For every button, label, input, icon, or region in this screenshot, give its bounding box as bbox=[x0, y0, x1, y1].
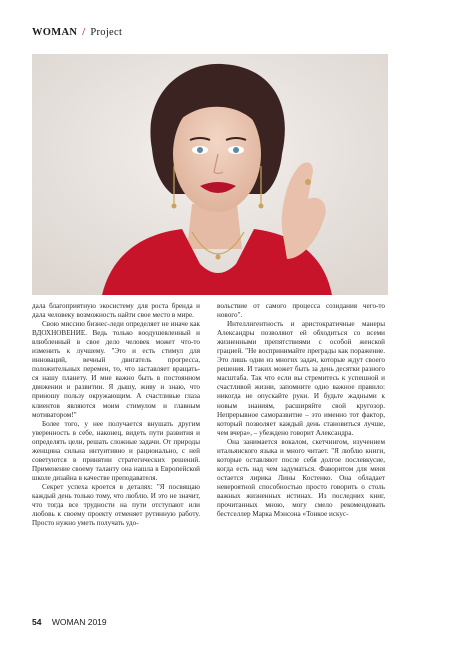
paragraph: вольствие от самого процесса созидания чего-то нового". bbox=[217, 302, 385, 320]
page-footer bbox=[32, 617, 107, 627]
magazine-issue: WOMAN 2019 bbox=[51, 617, 107, 627]
paragraph: Она занимается вокалом, скетчингом, изучением итальянского языка и много читает. "Я люблю книги, которые оставляют после себя долгое послевкусие, когда есть над чем задуматься. Фаворитом для меня остается лирика Лины Костенко. Она обладает невероятной способностью просто говорить о столь важных жизненных истинах. Из последних книг, прочитанных мною, могу смело рекомендовать бестселлер Марка Мэнсона «Тонкое искус- bbox=[217, 437, 385, 519]
paragraph: Свою миссию бизнес-леди определяет не иначе как ВДОХНОВЕНИЕ. Ведь только воодушевленный и влюбленный в свое дело человек может что-то изменить к лучшему. "Это и есть стимул для инноваций, вечный двигатель прогресса, положительных перемен, то, что заставляет вращать-ся нашу планету. И мне важно быть в постоянном движении и развитии. Я дышу, живу и знаю, что приношу пользу окружающим. А счастливые глаза клиентов являются моим стимулом и главным мотиватором!" bbox=[32, 320, 200, 419]
paragraph: Секрет успеха кроется в деталях: "Я посвящаю каждый день только тому, что люблю. И это не значит, что тогда все трудности на пути отступают или любовь к своему проекту отменяет рутинную работу. Просто нужно уметь получать удо- bbox=[32, 482, 200, 528]
portrait-photo bbox=[32, 54, 388, 295]
woman-portrait-icon bbox=[32, 54, 388, 295]
paragraph: Интеллигентность и аристократичные манеры Александры позволяют ей обходиться со всеми жизненными препятствиями с особой женской грацией. "Не воспринимайте преграды как поражение. Это лишь одни из многих задач, которые ждут своего решения. И таких может быть за день десятки разного масштаба. Так что если вы стремитесь к успешной и счастливой жизни, запомните одно важное правило: никогда не опускайте руки. И будьте жадными к новым знаниям, расширяйте свой кругозор. Непрерывное саморазвитие – это именно тот фактор, который позволяет каждый день становиться лучше, чем вчера», – убеждено говорит Александра. bbox=[217, 320, 385, 437]
magazine-brand: WOMAN bbox=[32, 27, 78, 38]
paragraph: дала благоприятную экосистему для роста бренда и дала человеку возможность найти свое место в мире. bbox=[32, 302, 200, 320]
running-header bbox=[32, 27, 122, 38]
paragraph: Более того, у нее получается внушать другим уверенность в себе, наконец, видеть пути развития и определять цели, решать сложные задачи. От природы женщина сильна интуитивно и рационально, с ней советуются в принятии стратегических решений. Применение своему таланту она нашла в Европейской школе дизайна в качестве преподавателя. bbox=[32, 419, 200, 482]
page-number: 54 bbox=[32, 617, 42, 627]
header-separator: / bbox=[82, 27, 86, 38]
section-name: Project bbox=[90, 27, 123, 38]
article-column-left bbox=[32, 302, 200, 528]
article-column-right bbox=[217, 302, 385, 519]
